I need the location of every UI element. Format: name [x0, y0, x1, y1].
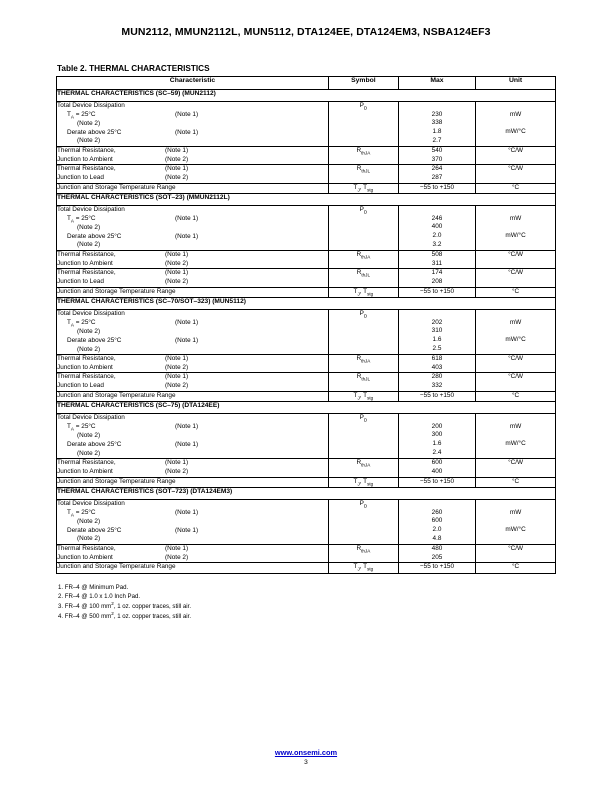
footnote-2: 2. FR–4 @ 1.0 x 1.0 Inch Pad. [58, 592, 141, 600]
table-row [57, 459, 556, 477]
page-number: 3 [304, 759, 308, 766]
table-caption: Table 2. THERMAL CHARACTERISTICS [57, 64, 210, 73]
row-max: 174 208 [398, 269, 475, 287]
row-characteristic: Thermal Resistance, (Note 1) Junction to Ambient (Note 2) [57, 251, 329, 269]
table-row [57, 499, 556, 544]
row-characteristic: Total Device Dissipation $T_A = 25^\circ C$ (Note 1) (Note 2) Derate above 25°C (Note 1) (Note 2) [57, 310, 329, 355]
row-max: 200 300 1.6 2.4 [398, 414, 475, 459]
table-row [57, 287, 556, 297]
row-characteristic: Total Device Dissipation $T_A = 25^\circ C$ (Note 1) (Note 2) Derate above 25°C (Note 1) (Note 2) [57, 102, 329, 147]
row-characteristic: Total Device Dissipation $T_A = 25^\circ C$ (Note 1) (Note 2) Derate above 25°C (Note 1) (Note 2) [57, 414, 329, 459]
table-row [57, 373, 556, 391]
row-symbol: $R_{thJA}$ [328, 355, 398, 373]
row-max: 202 310 1.6 2.5 [398, 310, 475, 355]
row-unit: °C/W [476, 545, 556, 563]
row-characteristic: Thermal Resistance, (Note 1) Junction to Ambient (Note 2) [57, 147, 329, 165]
row-unit: °C/W [476, 355, 556, 373]
row-symbol: $T_J$, $T_{stg}$ [328, 563, 398, 573]
row-max: 618 403 [398, 355, 475, 373]
row-unit: °C/W [476, 147, 556, 165]
table-row [57, 183, 556, 193]
row-unit: °C [476, 563, 556, 573]
table-row [57, 165, 556, 183]
row-max: 280 332 [398, 373, 475, 391]
row-max: 246 400 2.0 3.2 [398, 206, 475, 251]
table-row [57, 545, 556, 563]
row-symbol: $P_D$ [328, 206, 398, 251]
row-symbol: $T_J$, $T_{stg}$ [328, 391, 398, 401]
section-title: THERMAL CHARACTERISTICS (SC–75) (DTA124EE) [57, 402, 556, 414]
table-row [57, 391, 556, 401]
row-characteristic: Junction and Storage Temperature Range [57, 477, 329, 487]
row-unit: °C [476, 183, 556, 193]
section-header-row [57, 298, 556, 310]
footnote-4: 4. FR–4 @ 500 $mm^2$, 1 oz. copper traces, still air. [58, 611, 192, 621]
row-max: 260 600 2.0 4.8 [398, 499, 475, 544]
row-max: 600 400 [398, 459, 475, 477]
header-unit: Unit [476, 77, 556, 90]
row-unit: mW mW/°C [476, 414, 556, 459]
table-row [57, 355, 556, 373]
page-footer [0, 748, 612, 766]
table-row [57, 147, 556, 165]
row-unit: mW mW/°C [476, 206, 556, 251]
row-characteristic: Thermal Resistance, (Note 1) Junction to Ambient (Note 2) [57, 355, 329, 373]
section-header-row [57, 402, 556, 414]
row-characteristic: Junction and Storage Temperature Range [57, 287, 329, 297]
table-row [57, 102, 556, 147]
row-symbol: $P_D$ [328, 414, 398, 459]
header-characteristic: Characteristic [57, 77, 329, 90]
row-max: 230 338 1.8 2.7 [398, 102, 475, 147]
row-max: −55 to +150 [398, 287, 475, 297]
row-max: −55 to +150 [398, 183, 475, 193]
row-symbol: $R_{thJA}$ [328, 251, 398, 269]
row-max: 508 311 [398, 251, 475, 269]
row-characteristic: Total Device Dissipation $T_A = 25^\circ C$ (Note 1) (Note 2) Derate above 25°C (Note 1) (Note 2) [57, 499, 329, 544]
table-row [57, 310, 556, 355]
row-max: 480 205 [398, 545, 475, 563]
row-unit: °C/W [476, 269, 556, 287]
row-unit: mW mW/°C [476, 102, 556, 147]
row-symbol: $R_{thJA}$ [328, 545, 398, 563]
row-max: −55 to +150 [398, 391, 475, 401]
row-max: 264 287 [398, 165, 475, 183]
row-characteristic: Thermal Resistance, (Note 1) Junction to Ambient (Note 2) [57, 459, 329, 477]
row-symbol: $R_{thJL}$ [328, 269, 398, 287]
table-row [57, 477, 556, 487]
header-symbol: Symbol [328, 77, 398, 90]
footnotes [56, 583, 556, 622]
row-symbol: $P_D$ [328, 310, 398, 355]
table-row [57, 251, 556, 269]
row-unit: °C [476, 477, 556, 487]
section-title: THERMAL CHARACTERISTICS (SC–70/SOT–323) (MUN5112) [57, 298, 556, 310]
row-characteristic: Junction and Storage Temperature Range [57, 563, 329, 573]
row-symbol: $R_{thJL}$ [328, 373, 398, 391]
row-unit: °C [476, 287, 556, 297]
row-characteristic: Junction and Storage Temperature Range [57, 183, 329, 193]
row-unit: mW mW/°C [476, 499, 556, 544]
row-characteristic: Thermal Resistance, (Note 1) Junction to Lead (Note 2) [57, 269, 329, 287]
section-header-row [57, 90, 556, 102]
row-max: −55 to +150 [398, 477, 475, 487]
row-unit: °C/W [476, 459, 556, 477]
table-row [57, 414, 556, 459]
footnote-1: 1. FR–4 @ Minimum Pad. [58, 583, 129, 591]
row-symbol: $P_D$ [328, 102, 398, 147]
row-characteristic: Junction and Storage Temperature Range [57, 391, 329, 401]
section-title: THERMAL CHARACTERISTICS (SOT–23) (MMUN2112L) [57, 194, 556, 206]
page-title: MUN2112, MMUN2112L, MUN5112, DTA124EE, DTA124EM3, NSBA124EF3 [121, 26, 491, 38]
row-unit: °C/W [476, 373, 556, 391]
thermal-characteristics-table [56, 76, 556, 574]
section-header-row [57, 194, 556, 206]
row-unit: °C/W [476, 251, 556, 269]
row-unit: mW mW/°C [476, 310, 556, 355]
table-row [57, 269, 556, 287]
onsemi-url-link[interactable]: www.onsemi.com [274, 748, 338, 757]
section-title: THERMAL CHARACTERISTICS (SOT–723) (DTA124EM3) [57, 487, 556, 499]
row-characteristic: Thermal Resistance, (Note 1) Junction to Ambient (Note 2) [57, 545, 329, 563]
row-symbol: $R_{thJA}$ [328, 459, 398, 477]
row-unit: °C [476, 391, 556, 401]
row-symbol: $T_J$, $T_{stg}$ [328, 477, 398, 487]
row-characteristic: Thermal Resistance, (Note 1) Junction to Lead (Note 2) [57, 373, 329, 391]
footnote-3: 3. FR–4 @ 100 $mm^2$, 1 oz. copper traces, still air. [58, 601, 192, 611]
row-symbol: $P_D$ [328, 499, 398, 544]
table-header-row [57, 77, 556, 90]
row-characteristic: Total Device Dissipation $T_A = 25^\circ C$ (Note 1) (Note 2) Derate above 25°C (Note 1) (Note 2) [57, 206, 329, 251]
section-title: THERMAL CHARACTERISTICS (SC–59) (MUN2112) [57, 90, 556, 102]
row-unit: °C/W [476, 165, 556, 183]
row-symbol: $T_J$, $T_{stg}$ [328, 183, 398, 193]
header-max: Max [398, 77, 475, 90]
table-row [57, 563, 556, 573]
section-header-row [57, 487, 556, 499]
row-symbol: $R_{thJA}$ [328, 147, 398, 165]
row-max: −55 to +150 [398, 563, 475, 573]
row-max: 540 370 [398, 147, 475, 165]
table-row [57, 206, 556, 251]
row-characteristic: Thermal Resistance, (Note 1) Junction to Lead (Note 2) [57, 165, 329, 183]
row-symbol: $T_J$, $T_{stg}$ [328, 287, 398, 297]
row-symbol: $R_{thJL}$ [328, 165, 398, 183]
